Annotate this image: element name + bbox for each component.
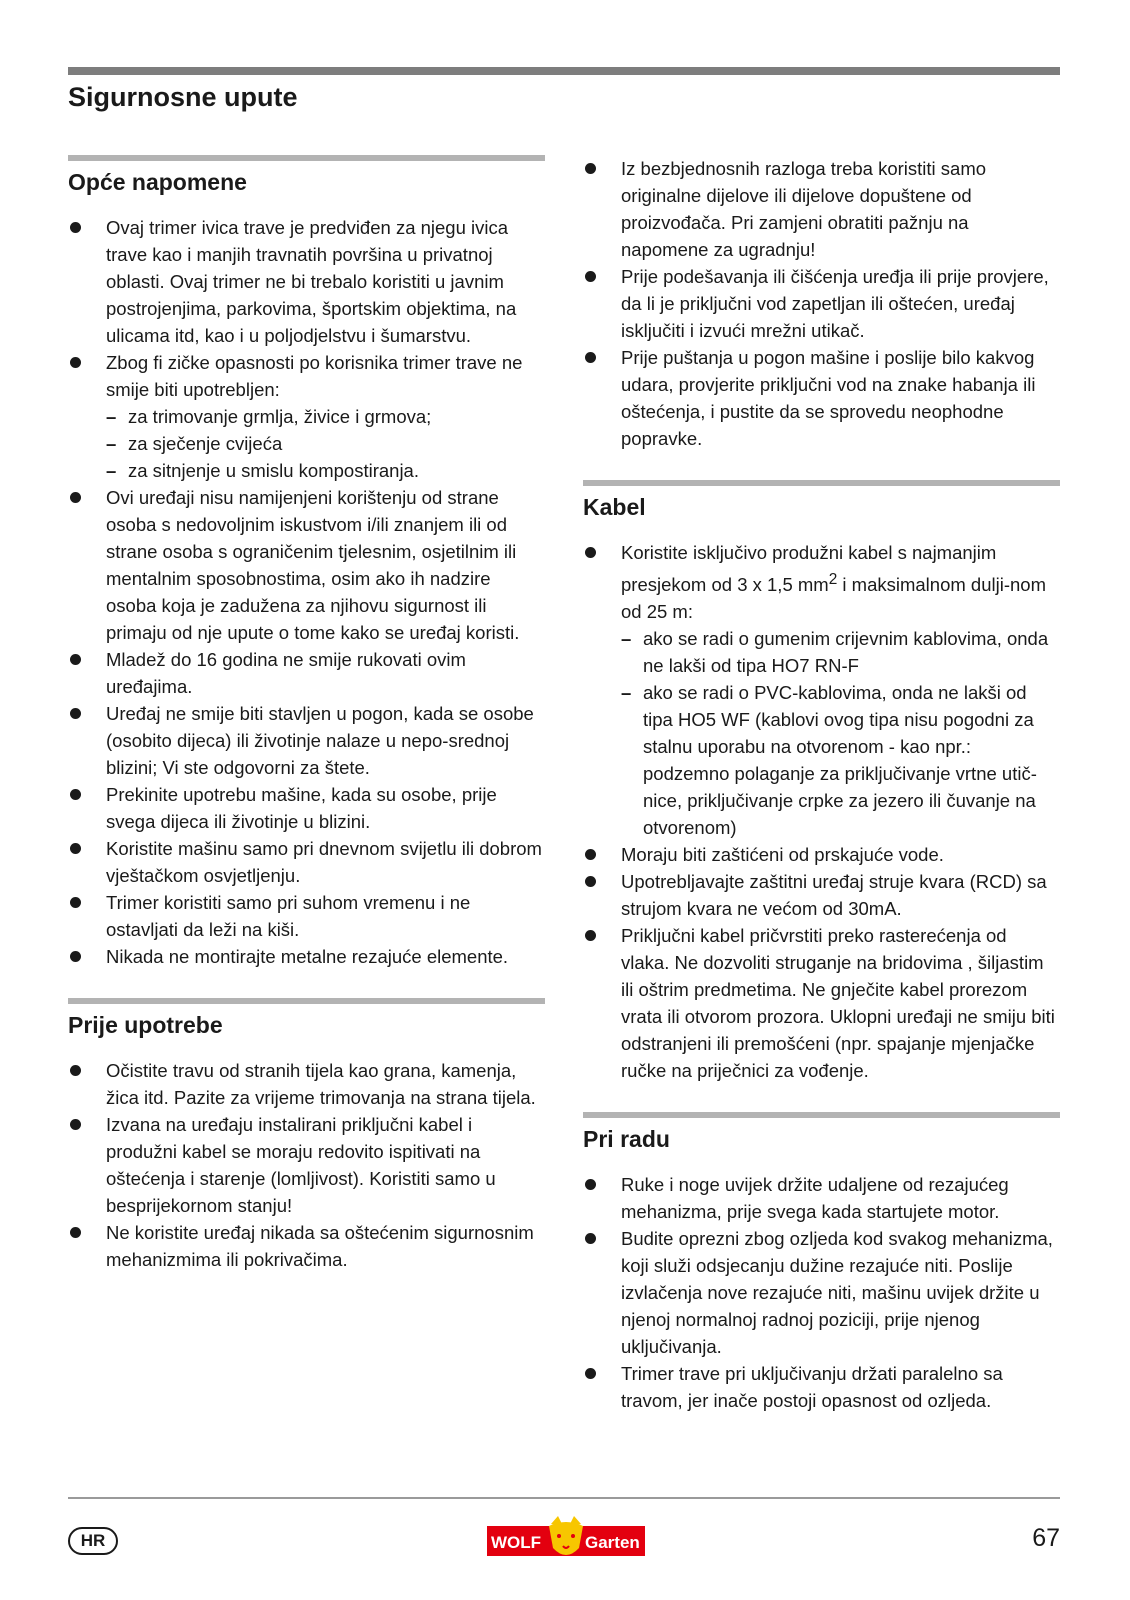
list-item: Mladež do 16 godina ne smije rukovati ovim uređajima. [68, 646, 545, 700]
section-title-before-use: Prije upotrebe [68, 1012, 223, 1038]
wolf-garten-logo [487, 1516, 645, 1564]
language-badge: HR [68, 1527, 118, 1555]
section-title-cable: Kabel [583, 494, 646, 520]
section-rule [68, 998, 545, 1004]
section-rule [68, 155, 545, 161]
svg-text:Garten: Garten [585, 1533, 640, 1552]
list-item: Prije puštanja u pogon mašine i poslije bilo kakvog udara, provjerite priključni vod na znake habanja ili oštećenja, i pustite da se sprovedu neophodne popravke. [583, 344, 1060, 452]
list-item: Zbog fi zičke opasnosti po korisnika trimer trave ne smije biti upotrebljen: – za trimovanje grmlja, živice i grmova; – za sječenje cvijeća – za sitnjenje u smislu kompostiranja. [68, 349, 545, 484]
right-column [583, 155, 1060, 1414]
list-item: Koristite isključivo produžni kabel s najmanjim presjekom od 3 x 1,5 $mm^2$ i maksimalnom dulji-nom od 25 m: – ako se radi o gumenim crijevnim kablovima, onda ne lakši od tipa HO7 RN-F – ako se radi o PVC-kablovima, onda ne lakši od tipa HO5 WF (kablovi ovog tipa nisu pogodni za stalnu uporabu na otvorenom - kao npr.: podzemno polaganje za priključivanje vrtne utič-nice, priključivanje crpke za jezero ili čuvanje na otvorenom) [583, 539, 1060, 841]
sub-list-item: – ako se radi o PVC-kablovima, onda ne lakši od tipa HO5 WF (kablovi ovog tipa nisu pogodni za stalnu uporabu na otvorenom - kao npr.: podzemno polaganje za priključivanje vrtne utič-nice, priključivanje crpke za jezero ili čuvanje na otvorenom) [621, 679, 1060, 841]
list-item: Očistite travu od stranih tijela kao grana, kamenja, žica itd. Pazite za vrijeme trimovanja na strana tijela. [68, 1057, 545, 1111]
svg-text:WOLF: WOLF [491, 1533, 542, 1552]
title-rule [68, 67, 1060, 75]
left-column [68, 155, 545, 1273]
list-item: Uređaj ne smije biti stavljen u pogon, kada se osobe (osobito dijeca) ili životinje nalaze u nepo-srednoj blizini; Vi ste odgovorni za štete. [68, 700, 545, 781]
list-item: Budite oprezni zbog ozljeda kod svakog mehanizma, koji služi odsjecanju dužine rezajuće niti. Poslije izvlačenja nove rezajuće niti, mašinu uvijek držite u njenoj normalnoj radnoj poziciji, prije njenog uključivanja. [583, 1225, 1060, 1360]
intro-list [583, 155, 1060, 452]
list-item: Iz bezbjednosnih razloga treba koristiti samo originalne dijelove ili dijelove dopuštene od proizvođača. Pri zamjeni obratiti pažnju na napomene za ugradnju! [583, 155, 1060, 263]
general-notes-list [68, 214, 545, 970]
before-use-list [68, 1057, 545, 1273]
list-item: Koristite mašinu samo pri dnevnom svijetlu ili dobrom vještačkom osvjetljenju. [68, 835, 545, 889]
list-item: Upotrebljavajte zaštitni uređaj struje kvara (RCD) sa strujom kvara ne većom od 30mA. [583, 868, 1060, 922]
list-item: Trimer trave pri uključivanju držati paralelno sa travom, jer inače postoji opasnost od ozljeda. [583, 1360, 1060, 1414]
sub-list-item: – za trimovanje grmlja, živice i grmova; [106, 403, 545, 430]
list-item: Ne koristite uređaj nikada sa oštećenim sigurnosnim mehanizmima ili pokrivačima. [68, 1219, 545, 1273]
sub-list [621, 625, 1060, 841]
page-number: 67 [1032, 1524, 1060, 1552]
list-item: Prekinite upotrebu mašine, kada su osobe, prije svega dijeca ili životinje u blizini. [68, 781, 545, 835]
sub-list [106, 403, 545, 484]
list-item: Priključni kabel pričvrstiti preko rasterećenja od vlaka. Ne dozvoliti struganje na bridovima , šiljastim ili oštrim predmetima. Ne gnječite kabel prorezom vrata ili otvorom prozora. Uklopni uređaji ne smiju biti odstranjeni ili premošćeni (npr. spajanje mjenjačke ručke na priječnici za vođenje. [583, 922, 1060, 1084]
page-title: Sigurnosne upute [68, 82, 298, 112]
list-item: Ovaj trimer ivica trave je predviđen za njegu ivica trave kao i manjih travnatih površina u privatnoj oblasti. Ovaj trimer ne bi trebalo koristiti u javnim postrojenjima, parkovima, športskim objektima, na ulicama itd, kao i u poljodjelstvu i šumarstvu. [68, 214, 545, 349]
list-item: Trimer koristiti samo pri suhom vremenu i ne ostavljati da leži na kiši. [68, 889, 545, 943]
list-item: Nikada ne montirajte metalne rezajuće elemente. [68, 943, 545, 970]
list-item: Ovi uređaji nisu namijenjeni korištenju od strane osoba s nedovoljnim iskustvom i/ili znanjem ili od strane osoba s ograničenim tjelesnim, osjetilnim ili mentalnim sposobnostima, osim ako ih nadzire osoba koja je zadužena za njihovu sigurnost ili primaju od nje upute o tome kako se uređaj koristi. [68, 484, 545, 646]
list-item: Prije podešavanja ili čišćenja uređja ili prije provjere, da li je priključni vod zapetljan ili oštećen, uređaj isključiti i izvući mrežni utikač. [583, 263, 1060, 344]
section-rule [583, 480, 1060, 486]
section-title-general: Opće napomene [68, 169, 247, 195]
section-title-during-work: Pri radu [583, 1126, 670, 1153]
list-item: Ruke i noge uvijek držite udaljene od rezajućeg mehanizma, prije svega kada startujete motor. [583, 1171, 1060, 1225]
during-work-list [583, 1171, 1060, 1414]
sub-list-item: – ako se radi o gumenim crijevnim kablovima, onda ne lakši od tipa HO7 RN-F [621, 625, 1060, 679]
cable-list [583, 539, 1060, 1084]
list-item: Moraju biti zaštićeni od prskajuće vode. [583, 841, 1060, 868]
section-rule [583, 1112, 1060, 1118]
sub-list-item: – za sječenje cvijeća [106, 430, 545, 457]
sub-list-item: – za sitnjenje u smislu kompostiranja. [106, 457, 545, 484]
list-item: Izvana na uređaju instalirani priključni kabel i produžni kabel se moraju redovito ispitivati na oštećenja i starenje (lomljivost). Koristiti samo u besprijekornom stanju! [68, 1111, 545, 1219]
footer-rule [68, 1497, 1060, 1499]
